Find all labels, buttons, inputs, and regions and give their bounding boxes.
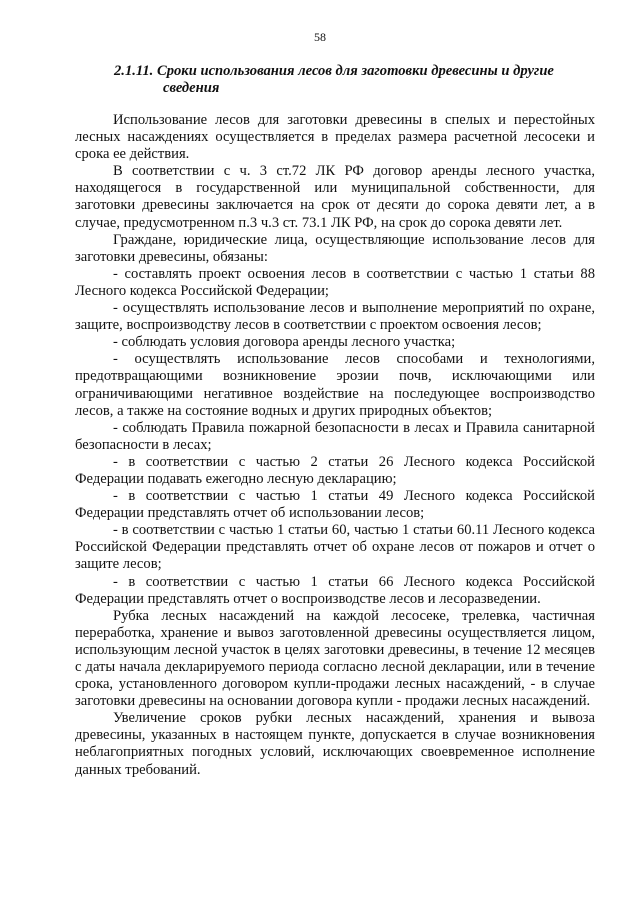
list-item-protection-report: - в соответствии с частью 1 статьи 60, частью 1 статьи 60.11 Лесного кодекса Российской Федерации представлять отчет об охране лесов от пожаров и отчет о защите лесов; — [75, 522, 595, 573]
paragraph-term-extension: Увеличение сроков рубки лесных насаждений, хранения и вывоза древесины, указанных в настоящем пункте, допускается в случае возникновения неблагоприятных погодных условий, исключающих своевременное исполнение данных требований. — [75, 710, 595, 778]
list-item-lease-terms: - соблюдать условия договора аренды лесного участка; — [113, 334, 456, 351]
list-item-technologies: - осуществлять использование лесов способами и технологиями, предотвращающими возникновение эрозии почв, исключающими или ограничивающими негативное воздействие на последующее воспроизводство лесов, а также на состояние водных и других природных объектов; — [75, 351, 595, 419]
list-item-project: - составлять проект освоения лесов в соответствии с частью 1 статьи 88 Лесного кодекса Российской Федерации; — [75, 265, 595, 299]
section-heading-line-1: 2.1.11. Сроки использования лесов для заготовки древесины и другие — [114, 63, 554, 79]
section-heading — [114, 63, 588, 97]
paragraph-felling-terms: Рубка лесных насаждений на каждой лесосеке, трелевка, частичная переработка, хранение и вывоз заготовленной древесины осуществляется лицом, использующим лесной участок в целях заготовки древесины, в течение 12 месяцев с даты начала декларируемого периода согласно лесной декларации, или в течение срока, установленного договором купли-продажи лесных насаждений, - в случае заготовки древесины на основании договора купли - продажи лесных насаждений. — [75, 607, 595, 710]
page-number: 58 — [314, 30, 326, 44]
paragraph-1: Использование лесов для заготовки древесины в спелых и перестойных лесных насаждениях осуществляется в пределах размера расчетной лесосеки и срока ее действия. — [75, 112, 595, 163]
document-body — [75, 112, 595, 779]
section-heading-line-2: сведения — [163, 80, 220, 96]
list-item-declaration: - в соответствии с частью 2 статьи 26 Лесного кодекса Российской Федерации подавать ежегодно лесную декларацию; — [75, 453, 595, 487]
paragraph-3: Граждане, юридические лица, осуществляющие использование лесов для заготовки древесины, обязаны: — [75, 231, 595, 265]
paragraph-2: В соответствии с ч. 3 ст.72 ЛК РФ договор аренды лесного участка, находящегося в государственной или муниципальной собственности, для заготовки древесины заключается на срок от десяти до сорока девяти лет, а в случае, предусмотренном п.3 ч.3 ст. 73.1 ЛК РФ, на срок до сорока девяти лет. — [75, 163, 595, 231]
list-item-reproduction-report: - в соответствии с частью 1 статьи 66 Лесного кодекса Российской Федерации представлять отчет о воспроизводстве лесов и лесоразведении. — [75, 573, 595, 607]
list-item-use-report: - в соответствии с частью 1 статьи 49 Лесного кодекса Российской Федерации представлять отчет об использовании лесов; — [75, 488, 595, 522]
list-item-use-measures: - осуществлять использование лесов и выполнение мероприятий по охране, защите, воспроизводству лесов в соответствии с проектом освоения лесов; — [75, 300, 595, 334]
list-item-fire-rules: - соблюдать Правила пожарной безопасности в лесах и Правила санитарной безопасности в лесах; — [75, 419, 595, 453]
